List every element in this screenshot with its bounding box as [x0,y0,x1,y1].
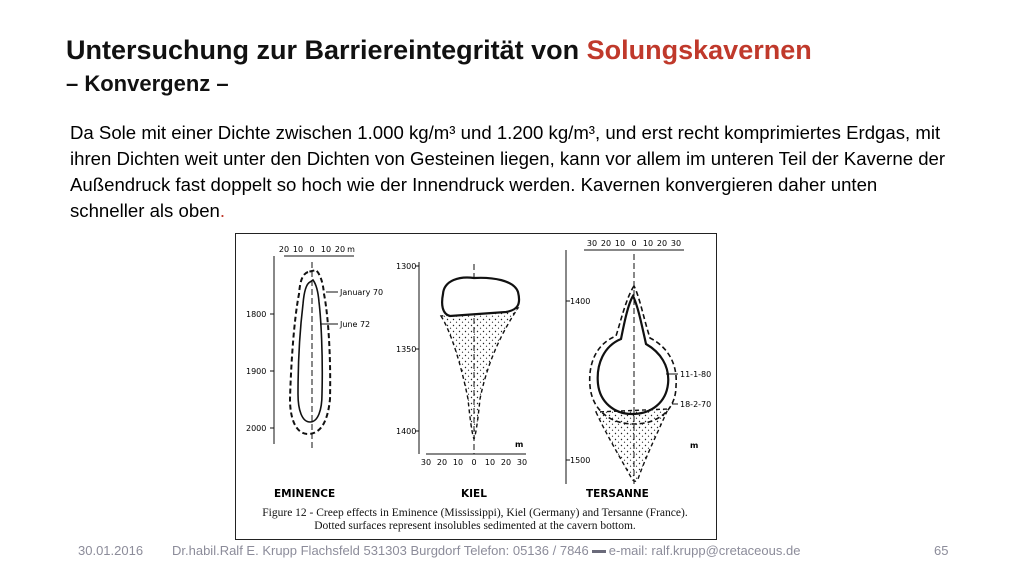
body-end: . [219,200,226,221]
tersanne-outline-1980 [598,296,669,414]
body-paragraph [70,120,950,224]
kiel-x-tick: 30 [420,458,432,467]
title-part1: Untersuchung zur [66,35,298,65]
eminence-depth-tick: 1800 [246,310,267,319]
eminence-x-tick: 0 [309,245,315,254]
eminence-depth-tick: 1900 [246,367,267,376]
kiel-x-tick: 30 [516,458,528,467]
tersanne-sediment [596,409,668,481]
cavern-diagram [236,234,716,539]
eminence-x-tick: 10 [292,245,304,254]
tersanne-name: TERSANNE [586,488,649,500]
tersanne-x-tick: 20 [656,239,668,248]
slide-title [66,34,812,100]
eminence-depth-tick: 2000 [246,424,267,433]
kiel-unit: m [515,440,524,449]
tersanne-depth-tick: 1500 [570,456,591,465]
kiel-x-tick: 20 [436,458,448,467]
title-part3: von [531,35,580,65]
footer-contact-text: Dr.habil.Ralf E. Krupp Flachsfeld 531303 Burgdorf Telefon: 05136 / 7846 [172,543,589,558]
kiel-name: KIEL [461,488,487,500]
tersanne-x-tick: 30 [670,239,682,248]
kiel-x-tick: 0 [471,458,477,467]
eminence-outline-jun72 [298,280,322,422]
title-accent: Solungskavernen [586,35,812,65]
tersanne-depth-tick: 1400 [570,297,591,306]
cavern-figure [235,233,717,540]
kiel-x-tick: 10 [484,458,496,467]
body-text: Da Sole mit einer Dichte zwischen 1.000 kg/m³ und 1.200 kg/m³, und erst recht komprimiertes Erdgas, mit ihren Dichten weit unter den Dichten von Gesteinen liegen, kann vor allem im unteren Teil der Kaverne der Außendruck fast doppelt so hoch wie der Innendruck werden. Kavernen konvergieren daher unten schneller als oben [70,122,946,221]
eminence-label: June 72 [340,320,371,329]
footer-contact [172,543,800,558]
kiel-depth-tick: 1400 [396,427,417,436]
tersanne-unit: m [690,441,699,450]
page-number: 65 [934,543,949,558]
kiel-outline [442,278,519,316]
tersanne-x-tick: 30 [586,239,598,248]
eminence-x-tick: 20 [278,245,290,254]
eminence-outline-jan70 [290,270,330,434]
tersanne-panel [566,239,711,500]
kiel-panel [396,262,527,500]
footer-email: e-mail: ralf.krupp@cretaceous.de [608,543,801,558]
eminence-panel [246,245,383,500]
tersanne-x-tick: 20 [600,239,612,248]
tersanne-label: 11-1-80 [680,370,712,379]
caption-line-1: Figure 12 - Creep effects in Eminence (Mississippi), Kiel (Germany) and Tersanne (France). [262,507,688,519]
eminence-name: EMINENCE [274,488,336,500]
eminence-x-tick: 10 [320,245,332,254]
tersanne-x-tick: 10 [614,239,626,248]
tersanne-x-tick: 0 [631,239,637,248]
kiel-x-tick: 20 [500,458,512,467]
kiel-sediment [441,308,518,439]
kiel-depth-tick: 1350 [396,345,417,354]
title-part2: Barriereintegrität [304,35,524,65]
figure-caption [235,507,715,533]
footer-date: 30.01.2016 [78,543,144,558]
title-line2: – Konvergenz – [66,71,229,96]
kiel-x-tick: 10 [452,458,464,467]
tersanne-label: 18-2-70 [680,400,712,409]
tersanne-x-tick: 10 [642,239,654,248]
kiel-depth-tick: 1300 [396,262,417,271]
dash-icon [592,550,606,553]
eminence-x-tick: 20 [334,245,346,254]
eminence-x-unit: m [347,245,355,254]
caption-line-2: Dotted surfaces represent insolubles sedimented at the cavern bottom. [314,520,636,532]
eminence-label: January 70 [340,288,384,297]
